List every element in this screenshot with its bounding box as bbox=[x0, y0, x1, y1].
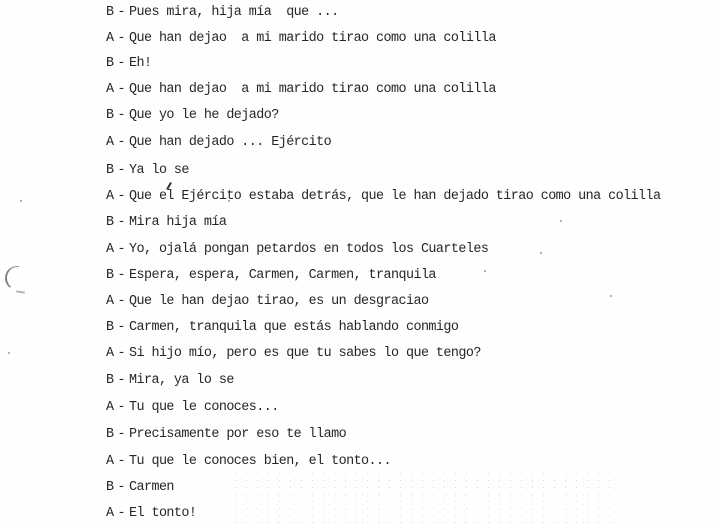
scan-speck bbox=[484, 270, 486, 272]
scan-speck bbox=[610, 295, 612, 297]
transcript-line: B - Pues mira, hija mía que ... bbox=[106, 5, 339, 20]
transcript-line: A - El tonto! bbox=[106, 506, 197, 521]
scan-speck bbox=[560, 220, 562, 222]
transcript-line: B - Carmen bbox=[106, 480, 174, 495]
transcript-line: B - Mira, ya lo se bbox=[106, 373, 234, 388]
transcript-line: B - Eh! bbox=[106, 56, 152, 71]
scan-speck bbox=[20, 200, 22, 202]
transcript-line: A - Tu que le conoces... bbox=[106, 400, 279, 415]
transcript-line: B - Precisamente por eso te llamo bbox=[106, 427, 347, 442]
scan-speck bbox=[8, 352, 10, 354]
transcript-line: B - Carmen, tranquila que estás hablando conmigo bbox=[106, 320, 459, 335]
transcript-line: A - Que le han dejao tirao, es un desgraciao bbox=[106, 294, 429, 309]
transcript-line: A - Si hijo mío, pero es que tu sabes lo que tengo? bbox=[106, 346, 481, 361]
margin-pen-mark-icon bbox=[5, 266, 19, 290]
transcript-line: B - Espera, espera, Carmen, Carmen, tranquila bbox=[106, 268, 436, 283]
transcript-line: A - Que han dejao a mi marido tirao como una colilla bbox=[106, 82, 496, 97]
scan-noise bbox=[230, 470, 610, 524]
transcript-line: A - Yo, ojalá pongan petardos en todos los Cuarteles bbox=[106, 242, 489, 257]
transcript-line: A - Tu que le conoces bien, el tonto... bbox=[106, 454, 391, 469]
scan-speck bbox=[540, 252, 542, 254]
margin-pen-stroke bbox=[16, 290, 25, 293]
transcript-line: B - Ya lo se bbox=[106, 163, 189, 178]
transcript-line: B - Que yo le he dejado? bbox=[106, 108, 279, 123]
transcript-line: B - Mira hija mía bbox=[106, 215, 227, 230]
transcript-line: A - Que el Ejército estaba detrás, que le han dejado tirao como una colilla bbox=[106, 189, 661, 204]
transcript-line: A - Que han dejao a mi marido tirao como una colilla bbox=[106, 31, 496, 46]
transcript-line: A - Que han dejado ... Ejército bbox=[106, 135, 332, 150]
